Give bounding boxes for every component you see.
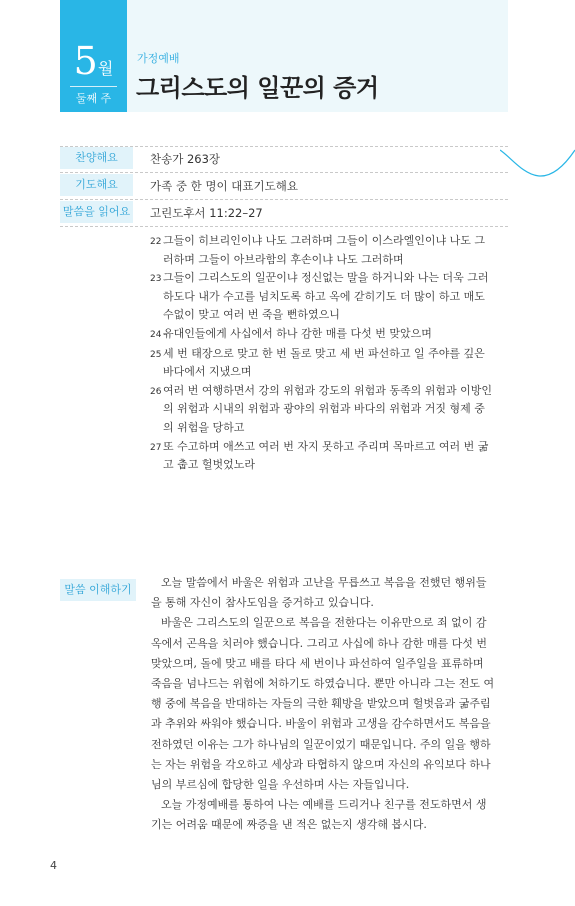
- month-number: [60, 39, 127, 88]
- explanation-paragraph: 오늘 말씀에서 바울은 위험과 고난을 무릅쓰고 복음을 전했던 행위들을 통해 자신이 참사도임을 증거하고 있습니다.: [151, 576, 487, 610]
- verse-number: 22: [150, 237, 162, 247]
- praise-label: 찬양해요: [60, 147, 133, 169]
- prayer-label: 기도해요: [60, 174, 133, 196]
- week-label: 둘째 주: [75, 92, 112, 105]
- verse-text: 그들이 히브리인이냐 나도 그러하며 그들이 이스라엘인이냐 나도 그러하며 그들이 아브라함의 후손이냐 나도 그러하며: [163, 234, 486, 266]
- month-badge: [60, 0, 127, 112]
- page-title: 그리스도의 일꾼의 증거: [136, 74, 379, 102]
- prayer-text: 가족 중 한 명이 대표기도해요: [150, 179, 298, 193]
- explanation-paragraph: 오늘 가정예배를 통하여 나는 예배를 드리거나 친구를 전도하면서 생기는 어려움 때문에 짜증을 낸 적은 없는지 생각해 봅시다.: [151, 798, 487, 832]
- verse: [150, 345, 495, 382]
- verse: [150, 325, 495, 345]
- decorative-curve: [500, 110, 575, 195]
- month-value: 5: [73, 39, 98, 83]
- page-number: 4: [50, 859, 57, 872]
- verse: [150, 269, 495, 325]
- verse-number: 25: [150, 349, 162, 360]
- praise-text: 찬송가 263장: [150, 152, 221, 166]
- verse-number: 23: [150, 274, 162, 285]
- verse-number: 24: [150, 329, 162, 340]
- month-unit: 월: [97, 59, 114, 78]
- verse-number: 27: [150, 442, 162, 453]
- explanation-body: [151, 573, 495, 836]
- verse: [150, 438, 495, 475]
- month-divider: [70, 86, 117, 87]
- understanding-label: 말씀 이해하기: [60, 579, 136, 601]
- verse-text: 유대인들에게 사십에서 하나 감한 매를 다섯 번 맞았으며: [163, 326, 432, 340]
- verse-number: 26: [150, 386, 162, 397]
- explanation-paragraph: 바울은 그리스도의 일꾼으로 복음을 전한다는 이유만으로 죄 없이 감옥에서 곤욕을 치러야 했습니다. 그리고 사십에 하나 감한 매를 다섯 번 맞았으며, 돌에 맞고 배를 타다 세 번이나 파선하여 일주일을 표류하며 죽음을 넘나드는 위험에 처하기도 하였습니다. 뿐만 아니라 그는 전도 여행 중에 복음을 반대하는 자들의 극한 훼방을 받았으며 헐벗음과 굶주림과 추위와 싸워야 했습니다. 바울이 위험과 고생을 감수하면서도 복음을 전하였던 이유는 그가 하나님의 일꾼이었기 때문입니다. 주의 일을 행하는 자는 위험을 각오하고 세상과 타협하지 않으며 자신의 유익보다 하나님의 부르심에 합당한 일을 우선하며 사는 자들입니다.: [151, 616, 495, 792]
- reading-label: 말씀을 읽어요: [60, 201, 133, 223]
- reading-reference: 고린도후서 11:22–27: [150, 206, 263, 220]
- divider: [60, 172, 508, 173]
- verse-text: 세 번 태장으로 맞고 한 번 돌로 맞고 세 번 파선하고 일 주야를 깊은 바다에서 지냈으며: [163, 346, 485, 379]
- section-kicker: 가정예배: [137, 52, 180, 65]
- verse-text: 또 수고하며 애쓰고 여러 번 자지 못하고 주리며 목마르고 여러 번 굶고 춥고 헐벗었노라: [163, 439, 489, 472]
- verse: [150, 382, 495, 438]
- verse: [150, 232, 495, 269]
- divider: [60, 226, 508, 227]
- verse-text: 그들이 그리스도의 일꾼이냐 정신없는 말을 하거니와 나는 더욱 그러하도다 내가 수고를 넘치도록 하고 옥에 갇히기도 더 많이 하고 매도 수없이 맞고 여러 번 죽을 뻔하였으니: [163, 271, 489, 322]
- verse-text: 여러 번 여행하면서 강의 위험과 강도의 위험과 동족의 위험과 이방인의 위험과 시내의 위험과 광야의 위험과 바다의 위험과 거짓 형제 중의 위험을 당하고: [163, 383, 492, 434]
- divider: [60, 199, 508, 200]
- scripture-passage: [150, 232, 495, 475]
